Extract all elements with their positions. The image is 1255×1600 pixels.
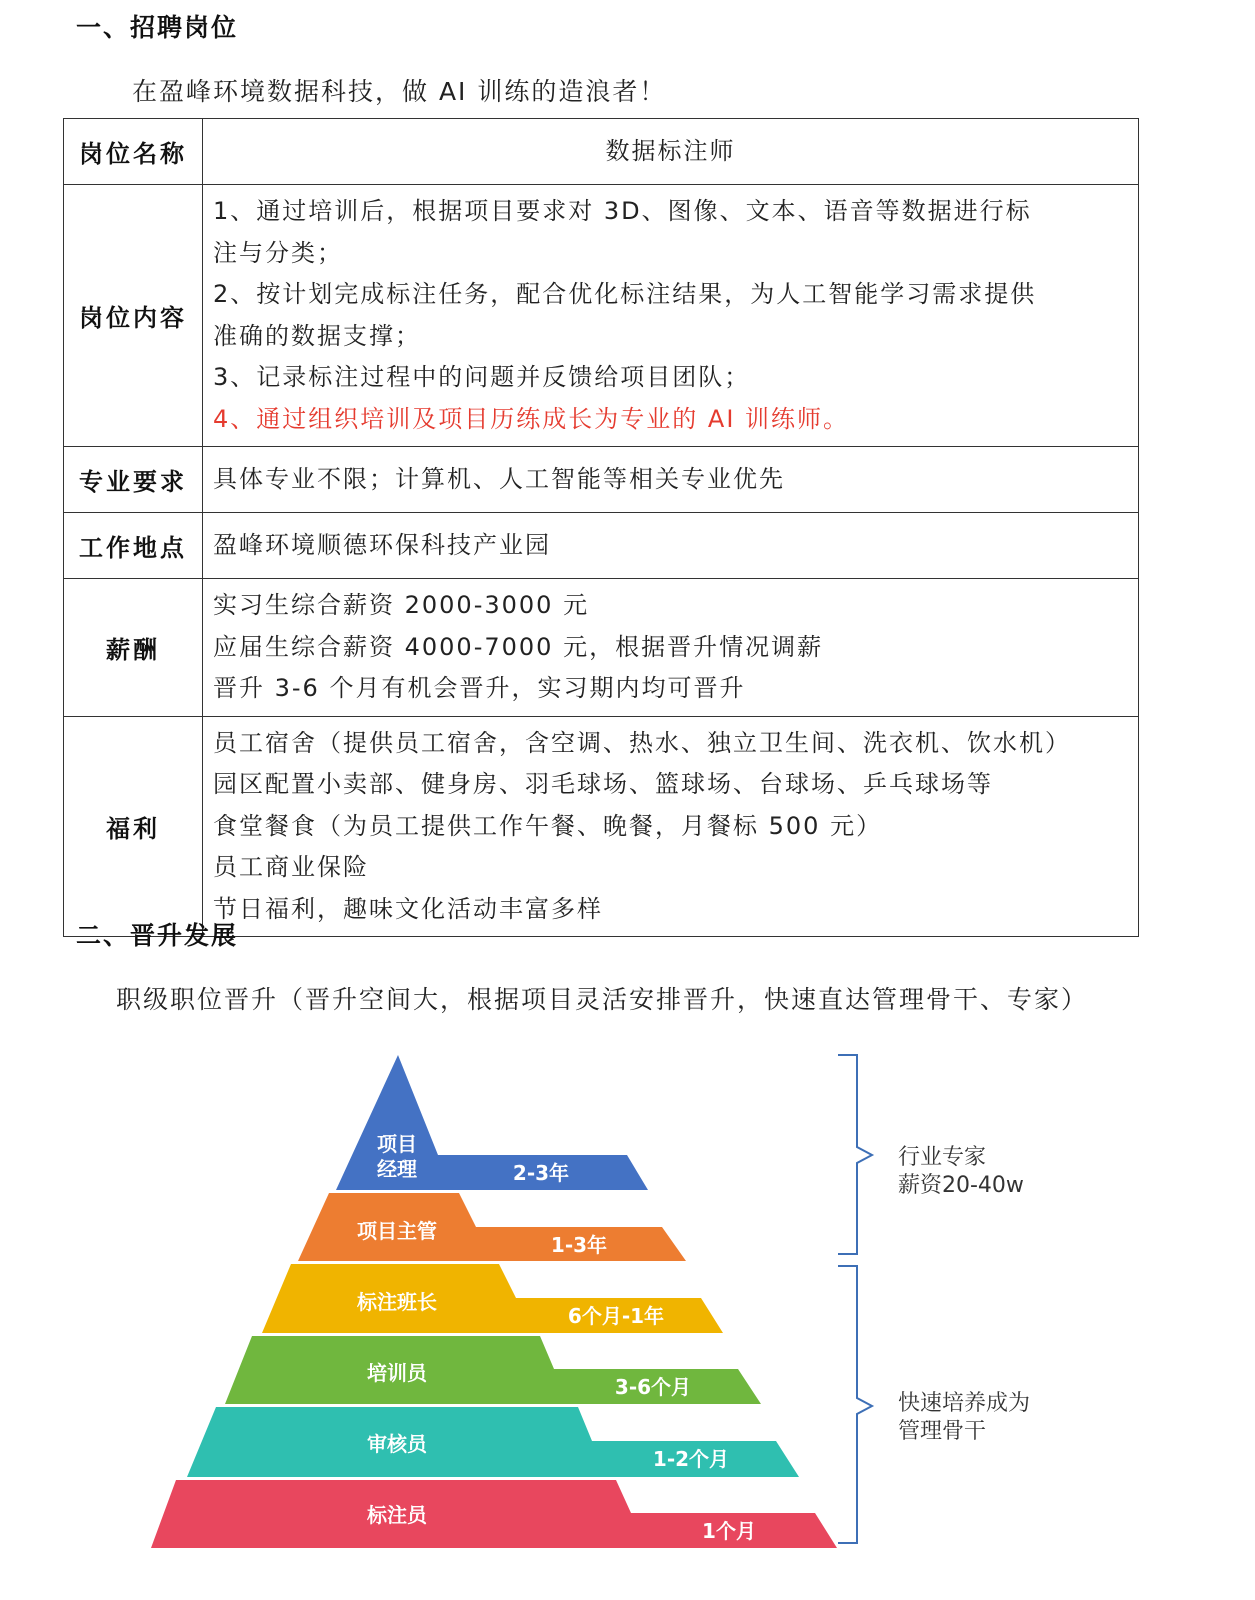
level-duration: 1个月 xyxy=(702,1519,756,1543)
label-location: 工作地点 xyxy=(64,513,203,579)
level-title: 项目主管 xyxy=(357,1219,437,1243)
value-position: 数据标注师 xyxy=(203,119,1139,185)
level-duration: 1-2个月 xyxy=(652,1447,730,1471)
bracket-top xyxy=(838,1055,872,1254)
table-row xyxy=(64,119,1139,185)
benefit-line: 节日福利，趣味文化活动丰富多样 xyxy=(213,894,603,923)
bracket-bottom xyxy=(838,1266,872,1543)
value-salary xyxy=(203,579,1139,717)
bracket-top-line: 行业专家 xyxy=(898,1145,987,1170)
career-pyramid xyxy=(0,1040,1255,1560)
salary-line: 晋升 3-6 个月有机会晋升，实习期内均可晋升 xyxy=(213,674,746,702)
label-benefits: 福利 xyxy=(64,716,203,937)
job-table xyxy=(63,118,1139,937)
label-content: 岗位内容 xyxy=(64,185,203,447)
level-duration: 3-6个月 xyxy=(614,1375,692,1399)
value-benefits xyxy=(203,716,1139,937)
level-duration: 2-3年 xyxy=(512,1161,570,1185)
level-title: 审核员 xyxy=(367,1432,427,1456)
content-line: 1、通过培训后，根据项目要求对 3D、图像、文本、语音等数据进行标 xyxy=(213,197,1032,225)
table-row xyxy=(64,185,1139,447)
section-heading-promotion: 二、晋升发展 xyxy=(76,921,239,950)
bracket-bottom-line: 快速培养成为 xyxy=(898,1391,1031,1416)
level-duration: 6个月-1年 xyxy=(567,1304,665,1328)
content-line: 准确的数据支撑； xyxy=(213,321,421,350)
table-row xyxy=(64,447,1139,513)
label-salary: 薪酬 xyxy=(64,579,203,717)
content-line-highlight: 4、通过组织培训及项目历练成长为专业的 AI 训练师。 xyxy=(213,404,850,433)
table-row xyxy=(64,513,1139,579)
benefit-line: 员工宿舍（提供员工宿舍，含空调、热水、独立卫生间、洗衣机、饮水机） xyxy=(213,728,1071,757)
content-line: 3、记录标注过程中的问题并反馈给项目团队； xyxy=(213,363,751,391)
benefit-line: 园区配置小卖部、健身房、羽毛球场、篮球场、台球场、乒乓球场等 xyxy=(213,770,993,798)
value-major: 具体专业不限；计算机、人工智能等相关专业优先 xyxy=(203,447,1139,513)
level-duration: 1-3年 xyxy=(550,1233,608,1257)
table-row xyxy=(64,579,1139,717)
label-position: 岗位名称 xyxy=(64,119,203,185)
section-heading-recruitment: 一、招聘岗位 xyxy=(76,13,239,42)
table-row xyxy=(64,716,1139,937)
level-title: 标注员 xyxy=(367,1503,427,1527)
salary-line: 应届生综合薪资 4000-7000 元，根据晋升情况调薪 xyxy=(213,632,824,661)
content-line: 2、按计划完成标注任务，配合优化标注结果，为人工智能学习需求提供 xyxy=(213,280,1037,308)
benefit-line: 食堂餐食（为员工提供工作午餐、晚餐，月餐标 500 元） xyxy=(213,811,883,840)
salary-line: 实习生综合薪资 2000-3000 元 xyxy=(213,591,590,619)
value-location: 盈峰环境顺德环保科技产业园 xyxy=(203,513,1139,579)
level-title-line: 项目 xyxy=(377,1132,417,1156)
value-content xyxy=(203,185,1139,447)
content-line: 注与分类； xyxy=(213,238,343,267)
promotion-intro: 职级职位晋升（晋升空间大，根据项目灵活安排晋升，快速直达管理骨干、专家） xyxy=(116,985,1089,1014)
level-title-line: 经理 xyxy=(377,1157,417,1181)
level-title: 培训员 xyxy=(367,1361,427,1385)
label-major: 专业要求 xyxy=(64,447,203,513)
benefit-line: 员工商业保险 xyxy=(213,853,369,881)
level-title: 标注班长 xyxy=(357,1290,437,1314)
recruitment-intro: 在盈峰环境数据科技，做 AI 训练的造浪者！ xyxy=(132,77,667,106)
bracket-top-line: 薪资20-40w xyxy=(898,1173,1024,1198)
bracket-bottom-line: 管理骨干 xyxy=(898,1419,987,1444)
